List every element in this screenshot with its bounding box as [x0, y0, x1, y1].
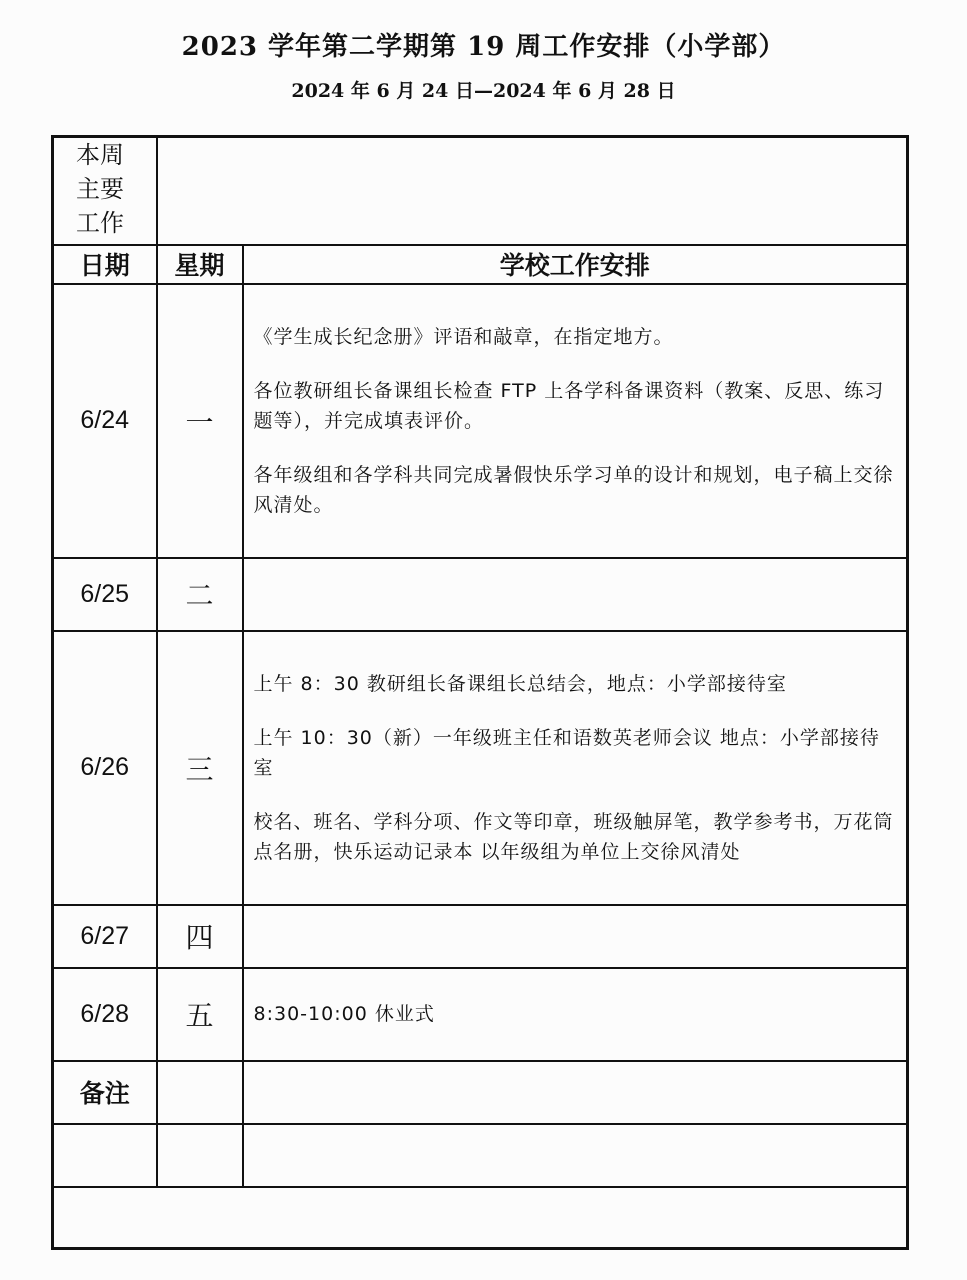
- main-work-label: [53, 137, 157, 245]
- day-weekday: 四: [157, 905, 243, 968]
- notes-row: [53, 1061, 908, 1124]
- main-work-label-line: 主要: [76, 175, 124, 203]
- day-row: [53, 558, 908, 631]
- header-row: [53, 245, 908, 284]
- day-arrangement[interactable]: [243, 631, 908, 905]
- notes-cell[interactable]: [157, 1061, 243, 1124]
- day-arrangement[interactable]: [243, 968, 908, 1061]
- day-date: 6/26: [53, 631, 157, 905]
- blank-row: [53, 1124, 908, 1187]
- day-date: 6/27: [53, 905, 157, 968]
- day-arrangement[interactable]: [243, 905, 908, 968]
- day-date: 6/25: [53, 558, 157, 631]
- date-header: 日期: [53, 245, 157, 284]
- main-work-row: [53, 137, 908, 245]
- day-row: [53, 631, 908, 905]
- main-work-content[interactable]: [157, 137, 908, 245]
- arrangement-header: 学校工作安排: [243, 245, 908, 284]
- arrangement-item: 各年级组和各学科共同完成暑假快乐学习单的设计和规划，电子稿上交徐风清处。: [253, 463, 894, 516]
- blank-cell[interactable]: [243, 1124, 908, 1187]
- day-weekday: 一: [157, 284, 243, 558]
- main-work-label-line: 工作: [76, 209, 124, 237]
- date-range: 2024 年 6 月 24 日—2024 年 6 月 28 日: [291, 80, 676, 102]
- footer-row: [53, 1187, 908, 1249]
- blank-cell[interactable]: [157, 1124, 243, 1187]
- day-weekday: 五: [157, 968, 243, 1061]
- main-work-label-line: 本周: [76, 141, 124, 169]
- notes-content[interactable]: [243, 1061, 908, 1124]
- notes-label: 备注: [53, 1061, 157, 1124]
- arrangement-item: 上午 10：30（新）一年级班主任和语数英老师会议 地点：小学部接待室: [253, 726, 880, 779]
- day-date: 6/28: [53, 968, 157, 1061]
- arrangement-item: 各位教研组长备课组长检查 FTP 上各学科备课资料（教案、反思、练习题等），并完成填表评价。: [253, 379, 885, 432]
- day-arrangement[interactable]: [243, 284, 908, 558]
- footer-cell[interactable]: [53, 1187, 908, 1249]
- day-date: 6/24: [53, 284, 157, 558]
- day-row: [53, 905, 908, 968]
- day-row: [53, 284, 908, 558]
- schedule-table: [51, 135, 909, 1250]
- day-arrangement[interactable]: [243, 558, 908, 631]
- arrangement-item: 8:30-10:00 休业式: [253, 1003, 435, 1025]
- blank-cell[interactable]: [53, 1124, 157, 1187]
- arrangement-item: 上午 8：30 教研组长备课组长总结会，地点：小学部接待室: [253, 672, 787, 695]
- day-weekday: 二: [157, 558, 243, 631]
- day-weekday: 三: [157, 631, 243, 905]
- day-row: [53, 968, 908, 1061]
- weekday-header: 星期: [157, 245, 243, 284]
- arrangement-item: 《学生成长纪念册》评语和敲章，在指定地方。: [253, 325, 674, 348]
- page-title: 2023 学年第二学期第 19 周工作安排（小学部）: [181, 32, 786, 62]
- arrangement-item: 校名、班名、学科分项、作文等印章，班级触屏笔，教学参考书，万花筒点名册，快乐运动记录本 以年级组为单位上交徐风清处: [253, 810, 894, 863]
